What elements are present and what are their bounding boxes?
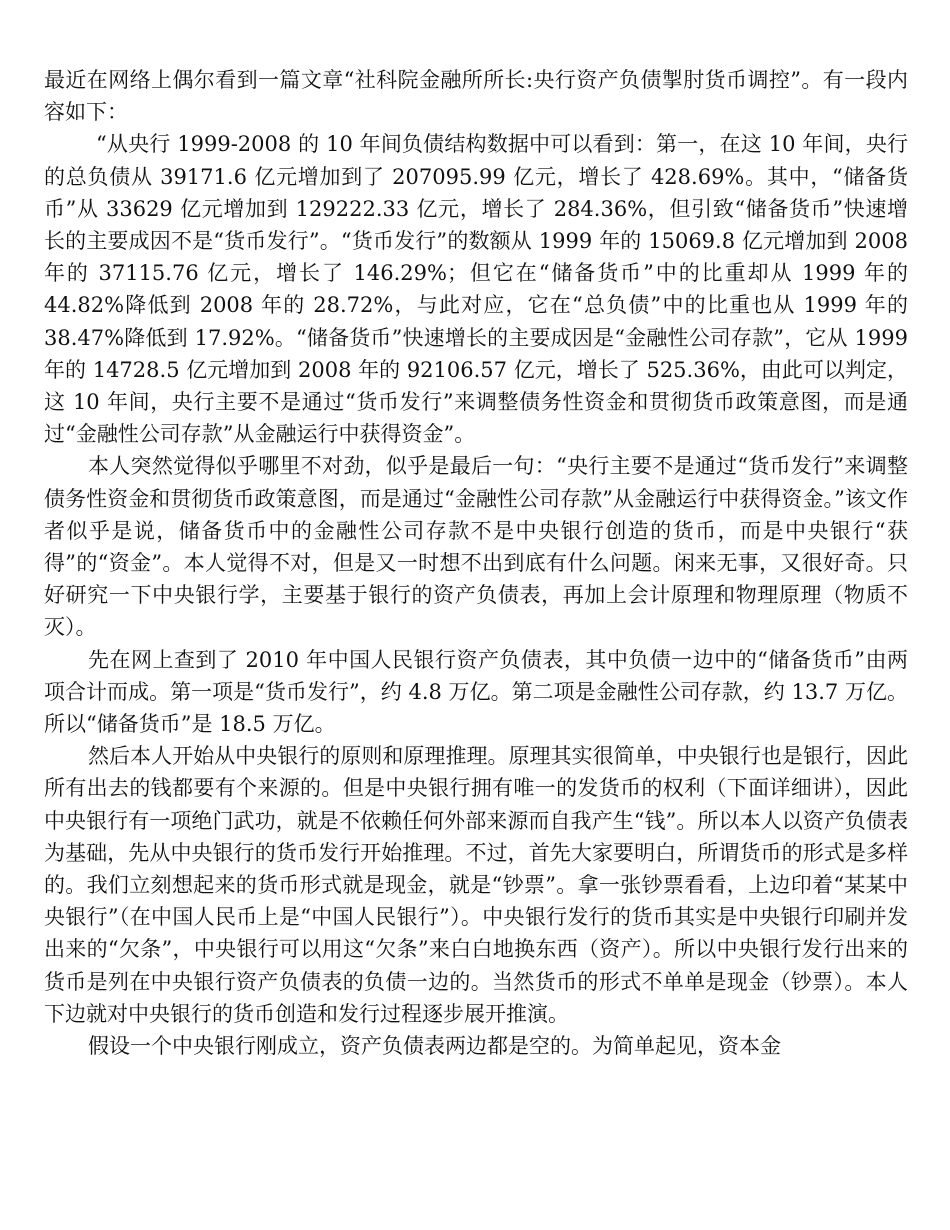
quoted-paragraph: “从央行 1999-2008 的 10 年间负债结构数据中可以看到：第一，在这 10 年间，央行的总负债从 39171.6 亿元增加到了 207095.99 亿元，增长了 428.69%。其中，“储备货币”从 33629 亿元增加到 129222.33 亿元，增长了 284.36%，但引致“储备货币”快速增长的主要成因不是“货币发行”。“货币发行”的数额从 1999 年的 15069.8 亿元增加到 2008 年的 37115.76 亿元，增长了 146.29%；但它在“储备货币”中的比重却从 1999 年的 44.82%降低到 2008 年的 28.72%，与此对应，它在“总负债”中的比重也从 1999 年的 38.47%降低到 17.92%。“储备货币”快速增长的主要成因是“金融性公司存款”，它从 1999 年的 14728.5 亿元增加到 2008 年的 92106.57 亿元，增长了 525.36%，由此可以判定，这 10 年间，央行主要不是通过“货币发行”来调整债务性资金和贯彻货币政策意图，而是通过“金融性公司存款”从金融运行中获得资金”。	[44, 132, 908, 447]
body-paragraph: 先在网上查到了 2010 年中国人民银行资产负债表，其中负债一边中的“储备货币”由两项合计而成。第一项是“货币发行”，约 4.8 万亿。第二项是金融性公司存款，约 13.7 万亿。所以“储备货币”是 18.5 万亿。	[44, 647, 908, 737]
body-paragraph: 本人突然觉得似乎哪里不对劲，似乎是最后一句：“央行主要不是通过“货币发行”来调整债务性资金和贯彻货币政策意图，而是通过“金融性公司存款”从金融运行中获得资金。”该文作者似乎是说，储备货币中的金融性公司存款不是中央银行创造的货币，而是中央银行“获得”的“资金”。本人觉得不对，但是又一时想不出到底有什么问题。闲来无事，又很好奇。只好研究一下中央银行学，主要基于银行的资产负债表，再加上会计原理和物理原理（物质不灭）。	[44, 454, 908, 640]
body-paragraph: 假设一个中央银行刚成立，资产负债表两边都是空的。为简单起见，资本金	[88, 1034, 781, 1059]
intro-paragraph: 最近在网络上偶尔看到一篇文章“社科院金融所所长:央行资产负债掣肘货币调控”。有一段内容如下：	[44, 68, 908, 125]
body-paragraph: 然后本人开始从中央银行的原则和原理推理。原理其实很简单，中央银行也是银行，因此所有出去的钱都要有个来源的。但是中央银行拥有唯一的发货币的权利（下面详细讲），因此中央银行有一项绝门武功，就是不依赖任何外部来源而自我产生“钱”。所以本人以资产负债表为基础，先从中央银行的货币发行开始推理。不过，首先大家要明白，所谓货币的形式是多样的。我们立刻想起来的货币形式就是现金，就是“钞票”。拿一张钞票看看，上边印着“某某中央银行”（在中国人民币上是“中国人民银行”）。中央银行发行的货币其实是中央银行印刷并发出来的“欠条”，中央银行可以用这“欠条”来白白地换东西（资产）。所以中央银行发行出来的货币是列在中央银行资产负债表的负债一边的。当然货币的形式不单单是现金（钞票）。本人下边就对中央银行的货币创造和发行过程逐步展开推演。	[44, 744, 908, 1026]
document-page	[44, 64, 908, 1062]
